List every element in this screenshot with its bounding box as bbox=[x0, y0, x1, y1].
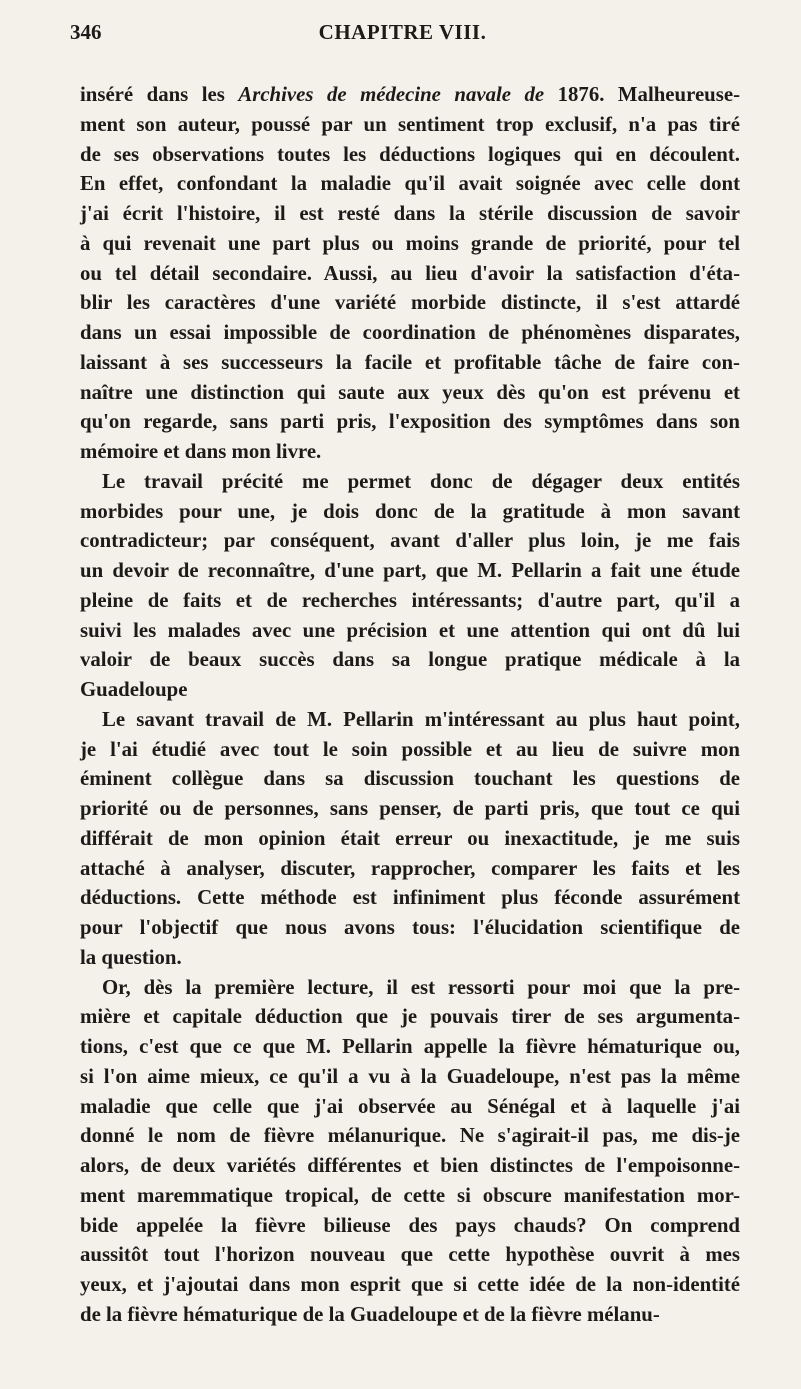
text-line: différait de mon opinion était erreur ou inexactitude, je me suis bbox=[80, 826, 740, 850]
text-line: aussitôt tout l'horizon nouveau que cette hypothèse ouvrit à mes bbox=[80, 1243, 740, 1267]
chapter-title: CHAPITRE VIII. bbox=[318, 20, 487, 44]
text-line: de ses observations toutes les déductions logiques qui en découlent. bbox=[80, 142, 740, 166]
paragraph bbox=[80, 80, 740, 467]
text-line: suivi les malades avec une précision et une attention qui ont dû lui bbox=[80, 618, 740, 642]
paragraph bbox=[80, 467, 740, 705]
running-head bbox=[64, 18, 741, 52]
paragraph bbox=[80, 973, 740, 1330]
text-line: Le travail précité me permet donc de dégager deux entités bbox=[102, 469, 740, 493]
text-line: dans un essai impossible de coordination de phénomènes disparates, bbox=[80, 321, 740, 344]
text-line: Or, dès la première lecture, il est ressorti pour moi que la pre- bbox=[102, 975, 740, 999]
text-line: la question. bbox=[80, 945, 182, 969]
text-line: si l'on aime mieux, ce qu'il a vu à la Guadeloupe, n'est pas la même bbox=[80, 1064, 740, 1088]
text-line: maladie que celle que j'ai observée au Sénégal et à laquelle j'ai bbox=[80, 1094, 740, 1118]
text-line: naître une distinction qui saute aux yeux dès qu'on est prévenu et bbox=[80, 380, 740, 404]
text-line: morbides pour une, je dois donc de la gratitude à mon savant bbox=[80, 499, 740, 523]
text-line: alors, de deux variétés différentes et bien distinctes de l'empoisonne- bbox=[80, 1154, 740, 1177]
text-line: bide appelée la fièvre bilieuse des pays chauds? On comprend bbox=[80, 1213, 740, 1237]
text-line: valoir de beaux succès dans sa longue pratique médicale à la bbox=[80, 648, 740, 672]
text-line: à qui revenait une part plus ou moins grande de priorité, pour tel bbox=[80, 231, 740, 255]
text-line: pour l'objectif que nous avons tous: l'élucidation scientifique de bbox=[80, 916, 740, 939]
text-line: un devoir de reconnaître, d'une part, que M. Pellarin a fait une étude bbox=[80, 559, 740, 582]
text-line: ou tel détail secondaire. Aussi, au lieu d'avoir la satisfaction d'éta- bbox=[80, 261, 740, 285]
text-line: mémoire et dans mon livre. bbox=[80, 440, 322, 463]
text-line: En effet, confondant la maladie qu'il avait soignée avec celle dont bbox=[80, 172, 740, 196]
text-line: priorité ou de personnes, sans penser, de parti pris, que tout ce qui bbox=[80, 797, 740, 820]
body-text bbox=[80, 80, 740, 1330]
text-line: pleine de faits et de recherches intéressants; d'autre part, qu'il a bbox=[80, 588, 740, 612]
text-line: attaché à analyser, discuter, rapprocher, comparer les faits et les bbox=[80, 856, 740, 880]
text-line: éminent collègue dans sa discussion touchant les questions de bbox=[80, 767, 740, 791]
text-line: blir les caractères d'une variété morbide distincte, il s'est attardé bbox=[80, 291, 740, 315]
text-line: laissant à ses successeurs la facile et profitable tâche de faire con- bbox=[80, 350, 740, 374]
text-line: contradicteur; par conséquent, avant d'aller plus loin, je me fais bbox=[80, 529, 740, 553]
text-line: déductions. Cette méthode est infiniment plus féconde assurément bbox=[80, 886, 740, 910]
page-number: 346 bbox=[70, 20, 102, 44]
text-line: donné le nom de fièvre mélanurique. Ne s'agirait-il pas, me dis-je bbox=[80, 1124, 740, 1148]
text-line: de la fièvre hématurique de la Guadeloupe et de la fièvre mélanu- bbox=[80, 1302, 660, 1326]
text-line: qu'on regarde, sans parti pris, l'exposition des symptômes dans son bbox=[80, 410, 740, 434]
text-line: je l'ai étudié avec tout le soin possible et au lieu de suivre mon bbox=[80, 737, 740, 761]
text-line: Guadeloupe bbox=[80, 678, 188, 701]
text-line: yeux, et j'ajoutai dans mon esprit que si cette idée de la non-identité bbox=[80, 1273, 740, 1296]
text-line: Le savant travail de M. Pellarin m'intéressant au plus haut point, bbox=[102, 707, 740, 731]
text-line: tions, c'est que ce que M. Pellarin appelle la fièvre hématurique ou, bbox=[80, 1035, 740, 1058]
text-line: ment son auteur, poussé par un sentiment trop exclusif, n'a pas tiré bbox=[80, 112, 740, 136]
text-line: ment maremmatique tropical, de cette si obscure manifestation mor- bbox=[80, 1183, 740, 1207]
paragraph bbox=[80, 705, 740, 973]
text-line: inséré dans les Archives de médecine navale de 1876. Malheureuse- bbox=[80, 83, 740, 106]
text-line: mière et capitale déduction que je pouvais tirer de ses argumenta- bbox=[80, 1005, 740, 1029]
text-line: j'ai écrit l'histoire, il est resté dans la stérile discussion de savoir bbox=[80, 202, 740, 225]
